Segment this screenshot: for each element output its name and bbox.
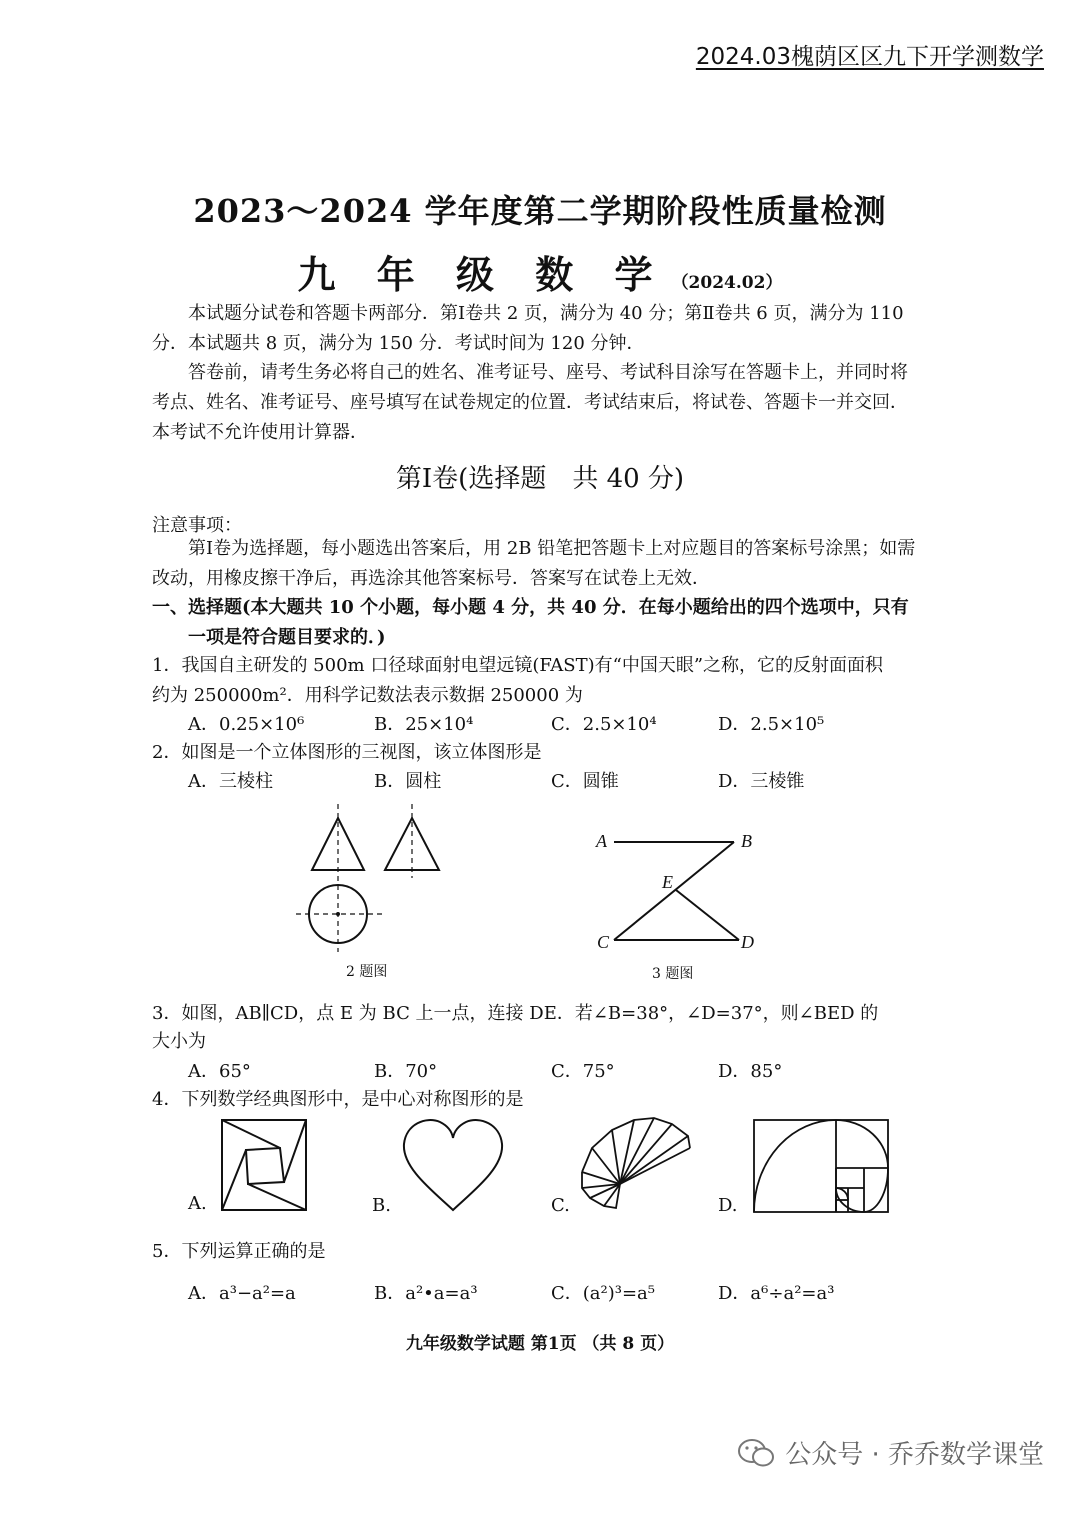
q1-stem-line2: 约为 250000m²．用科学记数法表示数据 250000 为 (152, 685, 583, 706)
q3-option-b: B．70° (374, 1061, 438, 1082)
q3-option-d: D．85° (718, 1061, 783, 1082)
q1-option-c: C．2.5×10⁴ (551, 714, 657, 735)
q2-option-d: D．三棱锥 (718, 771, 805, 792)
point-e-label: E (662, 872, 673, 892)
q4-option-b: B. (372, 1195, 391, 1216)
q1-stem-line1: 1．我国自主研发的 500m 口径球面射电望远镜(FAST)有“中国天眼”之称，它的反射面面积 (152, 655, 884, 676)
q5-stem: 5．下列运算正确的是 (152, 1241, 326, 1262)
point-a-label: A (596, 831, 607, 851)
figure-parallel-lines (594, 830, 764, 950)
document-label: 2024.03槐荫区区九下开学测数学 (695, 44, 1044, 70)
q2-stem: 2．如图是一个立体图形的三视图，该立体图形是 (152, 742, 542, 763)
q4-option-d: D. (718, 1195, 738, 1216)
q5-option-a: A．a³−a²=a (188, 1283, 296, 1304)
q4-figure-pinwheel (220, 1118, 308, 1212)
figure-3-caption: 3 题图 (652, 966, 694, 982)
watermark-text: 公众号 · 乔乔数学课堂 (785, 1440, 1044, 1470)
q1-option-a: A．0.25×10⁶ (188, 714, 305, 735)
q3-option-c: C．75° (551, 1061, 615, 1082)
q2-option-c: C．圆锥 (551, 771, 619, 792)
q3-stem-line2: 大小为 (152, 1031, 206, 1052)
q1-option-b: B．25×10⁴ (374, 714, 474, 735)
point-d-label: D (741, 932, 754, 952)
exam-title: 2023～2024 学年度第二学期阶段性质量检测 (193, 192, 887, 230)
q2-option-b: B．圆柱 (374, 771, 442, 792)
q4-figure-heart (400, 1116, 506, 1212)
exam-subtitle (0, 244, 1080, 299)
q4-figure-fan (578, 1114, 692, 1214)
part-heading-cont: 一项是符合题目要求的．) (188, 627, 386, 648)
segment-de (676, 890, 739, 940)
q3-stem-line1: 3．如图，AB∥CD，点 E 为 BC 上一点，连接 DE．若∠B=38°，∠D=37°，则∠BED 的 (152, 1003, 879, 1024)
intro-paragraph-1: 本试题分试卷和答题卡两部分．第Ⅰ卷共 2 页，满分为 40 分；第Ⅱ卷共 6 页，满分为 110 分．本试题共 8 页，满分为 150 分．考试时间为 120 分钟． (152, 303, 904, 354)
segment-bc (614, 842, 734, 940)
section-title: 第Ⅰ卷(选择题 共 40 分) (395, 464, 685, 494)
point-c-label: C (597, 932, 610, 952)
subject-title: 九 年 级 数 学 (297, 252, 667, 297)
page-footer: 九年级数学试题 第1页 （共 8 页） (405, 1334, 675, 1354)
q5-option-c: C．(a²)³=a⁵ (551, 1283, 656, 1304)
watermark (737, 1434, 1044, 1471)
q4-figure-golden-spiral (752, 1118, 890, 1214)
q4-stem: 4．下列数学经典图形中，是中心对称图形的是 (152, 1089, 524, 1110)
notice-text: 第Ⅰ卷为选择题，每小题选出答案后，用 2B 铅笔把答题卡上对应题目的答案标号涂黑；如需改动，用橡皮擦干净后，再选涂其他答案标号．答案写在试卷上无效． (152, 538, 916, 589)
q5-option-b: B．a²•a=a³ (374, 1283, 478, 1304)
q3-option-a: A．65° (188, 1061, 251, 1082)
q5-option-d: D．a⁶÷a²=a³ (718, 1283, 835, 1304)
point-b-label: B (741, 831, 752, 851)
exam-date: （2024.02） (671, 273, 783, 293)
intro-paragraph-2: 答卷前，请考生务必将自己的姓名、准考证号、座号、考试科目涂写在答题卡上，并同时将考点、姓名、准考证号、座号填写在试卷规定的位置．考试结束后，将试卷、答题卡一并交回．本考试不允许使用计算器． (152, 362, 908, 443)
part-heading: 一、选择题(本大题共 10 个小题，每小题 4 分，共 40 分．在每小题给出的四个选项中，只有 (152, 597, 909, 618)
q4-option-a: A. (188, 1193, 207, 1214)
q4-option-c: C. (551, 1195, 570, 1216)
q2-option-a: A．三棱柱 (188, 771, 273, 792)
notice-label: 注意事项： (152, 515, 242, 536)
wechat-icon (737, 1438, 775, 1468)
figure-three-views (290, 804, 450, 954)
q1-option-d: D．2.5×10⁵ (718, 714, 825, 735)
figure-2-caption: 2 题图 (346, 964, 388, 980)
